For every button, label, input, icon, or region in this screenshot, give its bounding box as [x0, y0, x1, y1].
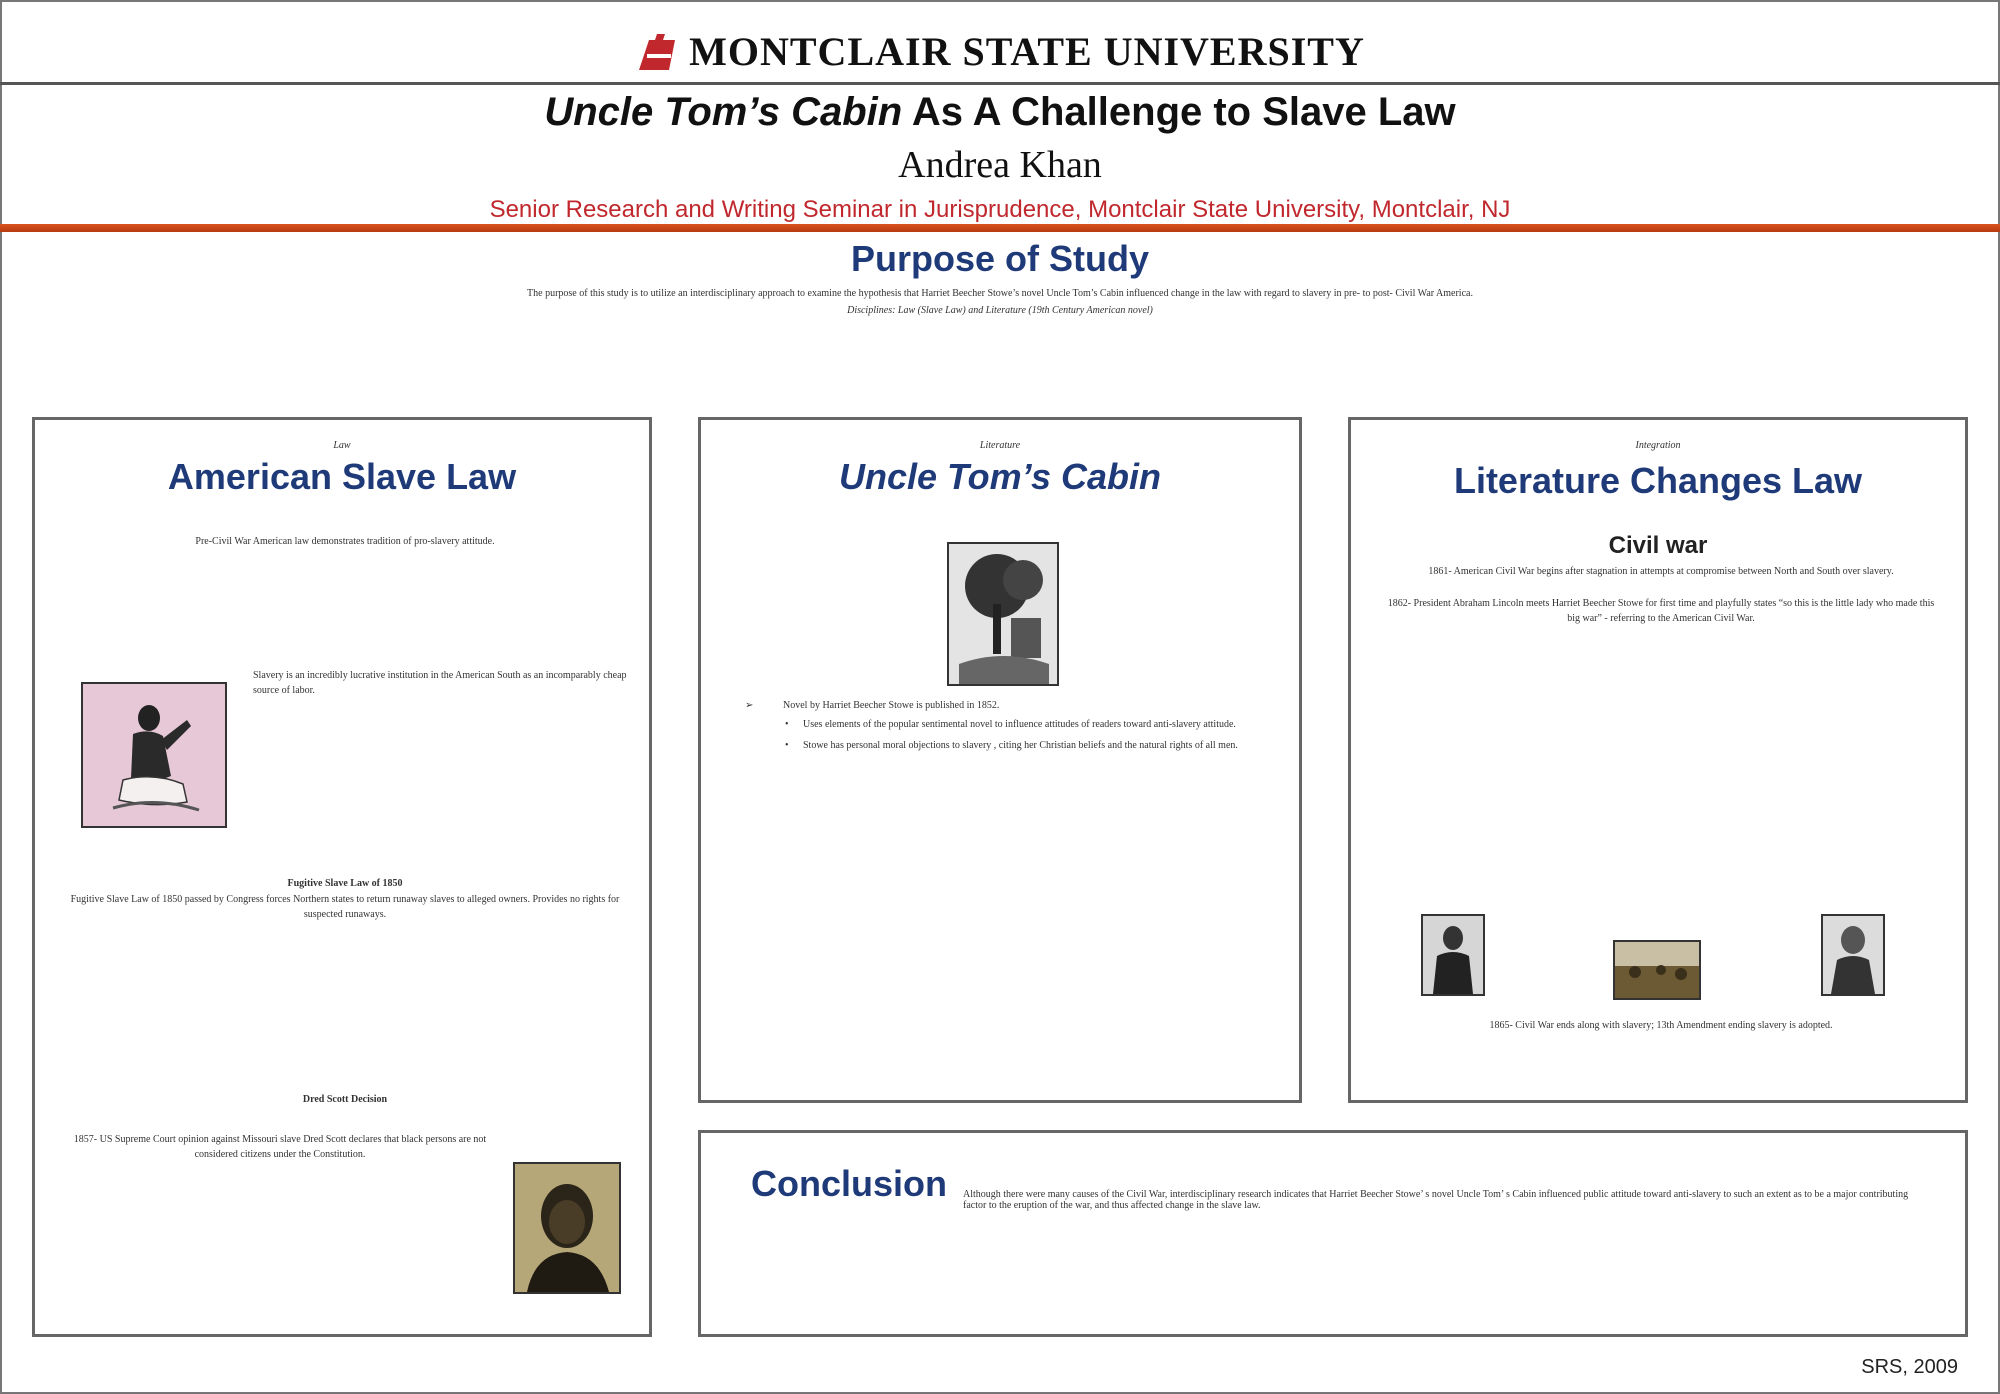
civil-war-heading: Civil war: [1608, 532, 1708, 559]
law-intro: Pre-Civil War American law demonstrates tradition of pro-slavery attitude.: [195, 536, 495, 547]
lit-bullet-main-text: Novel by Harriet Beecher Stowe is published in 1852.: [783, 700, 1000, 711]
portrait-figure-icon: [515, 1164, 619, 1292]
title-rest: As A Challenge to Slave Law: [902, 90, 1456, 134]
lit-sub-bullets: [783, 713, 1265, 753]
lincoln-portrait: [1421, 914, 1485, 996]
civil-war-text-2: 1862- President Abraham Lincoln meets Harriet Beecher Stowe for first time and playfully states “so this is the little lady who made this big war” - referring to the American Civil War.: [1387, 598, 1935, 624]
orange-divider: [0, 224, 2000, 232]
lit-heading: Uncle Tom’s Cabin: [838, 456, 1162, 497]
lincoln-figure-icon: [1423, 916, 1483, 994]
slave-kneeling-image: [81, 682, 227, 828]
lit-bullet-main: [745, 698, 1265, 753]
fugitive-law-title: Fugitive Slave Law of 1850: [287, 878, 403, 889]
lit-bullets: [745, 698, 1265, 759]
battle-scene-icon: [1615, 942, 1699, 998]
civil-war-end-text: 1865- Civil War ends along with slavery; 13th Amendment ending slavery is adopted.: [1489, 1020, 1833, 1031]
law-heading: American Slave Law: [167, 456, 517, 497]
lit-sub-bullet: • Stowe has personal moral objections to slavery , citing her Christian beliefs and the natural rights of all men.: [783, 738, 1265, 753]
seminar-subtitle: Senior Research and Writing Seminar in Jurisprudence, Montclair State University, Montclair, NJ: [489, 196, 1511, 223]
slavery-lucrative-text: Slavery is an incredibly lucrative institution in the American South as an incomparably cheap source of labor.: [253, 670, 627, 696]
kneeling-figure-icon: [83, 684, 225, 826]
fugitive-law-text: Fugitive Slave Law of 1850 passed by Congress forces Northern states to return runaway slaves to alleged owners. Provides no rights for suspected runaways.: [70, 894, 620, 920]
dred-scott-title: Dred Scott Decision: [302, 1094, 388, 1105]
university-logo-icon: [635, 32, 681, 72]
integration-panel: [1348, 417, 1968, 1103]
purpose-text: [300, 285, 1700, 319]
dred-scott-text: 1857- US Supreme Court opinion against Missouri slave Dred Scott declares that black persons are not considered citizens under the Constitution.: [73, 1134, 487, 1160]
purpose-heading: Purpose of Study: [850, 238, 1150, 279]
conclusion-panel: [698, 1130, 1968, 1337]
purpose-disciplines: Disciplines: Law (Slave Law) and Literature (19th Century American novel): [847, 305, 1153, 316]
civil-war-text-1: 1861- American Civil War begins after stagnation in attempts at compromise between North and South over slavery.: [1428, 566, 1894, 577]
university-header: [0, 28, 2000, 75]
conclusion-heading: Conclusion: [751, 1163, 947, 1204]
battle-scene-image: [1613, 940, 1701, 1000]
university-name: MONTCLAIR STATE UNIVERSITY: [689, 29, 1365, 74]
int-kicker: Integration: [1635, 440, 1681, 451]
law-kicker: Law: [333, 440, 351, 451]
literature-panel: [698, 417, 1302, 1103]
cabin-scene-icon: [949, 544, 1057, 684]
purpose-body: The purpose of this study is to utilize an interdisciplinary approach to examine the hypothesis that Harriet Beecher Stowe’s novel Uncle Tom’s Cabin influenced change in the law with regard to slavery in pre- to post- Civil War America.: [527, 288, 1473, 299]
stowe-figure-icon: [1823, 916, 1883, 994]
title-italic: Uncle Tom’s Cabin: [544, 90, 903, 134]
header-divider: [0, 82, 2000, 85]
lit-kicker: Literature: [979, 440, 1021, 451]
lit-sub-bullet: • Uses elements of the popular sentimental novel to influence attitudes of readers toward anti-slavery attitude.: [783, 717, 1265, 732]
stowe-portrait: [1821, 914, 1885, 996]
dred-scott-portrait: [513, 1162, 621, 1294]
poster-title: [0, 90, 2000, 135]
author-name: Andrea Khan: [898, 144, 1102, 186]
int-heading: Literature Changes Law: [1453, 460, 1863, 501]
law-panel: [32, 417, 652, 1337]
conclusion-text: Although there were many causes of the Civil War, interdisciplinary research indicates that Harriet Beecher Stowe’ s novel Uncle Tom’ s Cabin influenced public attitude toward anti-slavery to such an extent as to be a major contributing factor to the eruption of the war, and thus affected change in the slave law.: [963, 1189, 1909, 1211]
footer-credit: SRS, 2009: [1861, 1356, 1958, 1378]
cabin-illustration: [947, 542, 1059, 686]
